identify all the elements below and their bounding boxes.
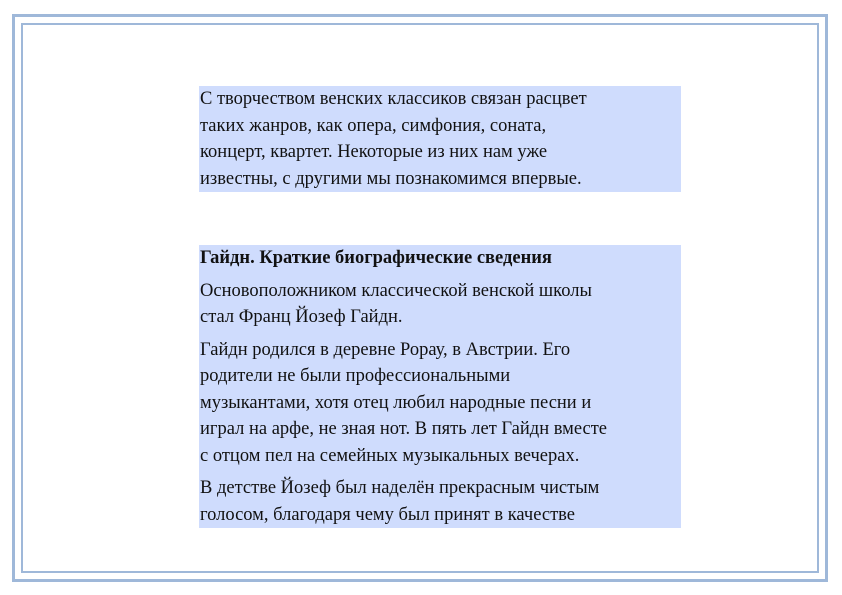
intro-line: таких жанров, как опера, симфония, соната,: [200, 115, 547, 136]
paragraph-line: Гайдн родился в деревне Рорау, в Австрии. Его: [200, 339, 571, 360]
paragraph-line: стал Франц Йозеф Гайдн.: [200, 307, 403, 327]
biography-paragraph: [200, 337, 681, 470]
biography-paragraph: [200, 278, 681, 331]
intro-line: С творчеством венских классиков связан расцвет: [200, 89, 587, 109]
biography-text-block: [199, 245, 681, 528]
paragraph-line: музыкантами, хотя отец любил народные песни и: [200, 392, 592, 413]
paragraph-line: родители не были профессиональными: [200, 366, 511, 386]
paragraph-line: Основоположником классической венской школы: [200, 280, 592, 301]
biography-heading: Гайдн. Краткие биографические сведения: [200, 248, 552, 268]
paragraph-line: В детстве Йозеф был наделён прекрасным чистым: [200, 478, 600, 498]
biography-paragraph: [200, 475, 681, 528]
paragraph-line: голосом, благодаря чему был принят в качестве: [200, 504, 576, 525]
intro-line: известны, с другими мы познакомимся впервые.: [200, 168, 582, 189]
paragraph-line: с отцом пел на семейных музыкальных вечерах.: [200, 445, 580, 466]
paragraph-line: играл на арфе, не зная нот. В пять лет Гайдн вместе: [200, 419, 608, 439]
intro-line: концерт, квартет. Некоторые из них нам уже: [200, 142, 548, 162]
intro-text-block: [199, 86, 681, 192]
